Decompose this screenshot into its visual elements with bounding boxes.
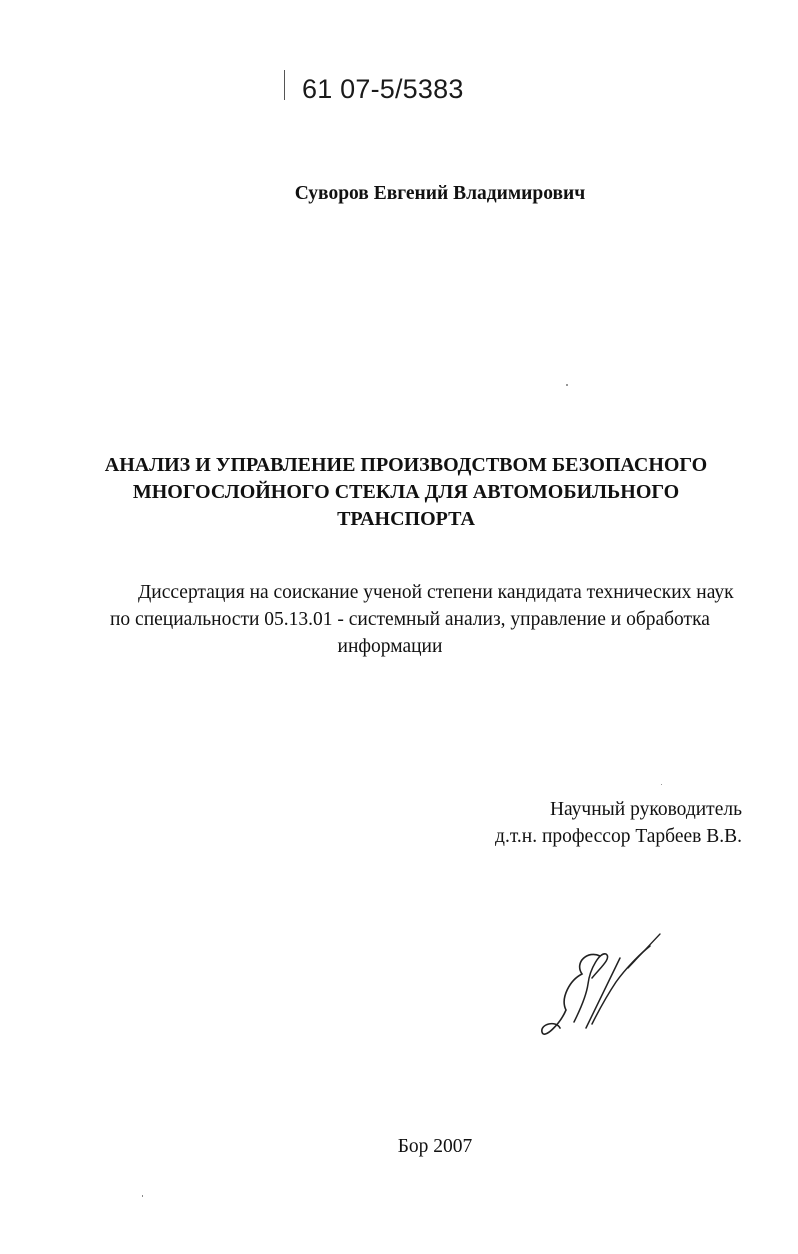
scan-speck — [661, 784, 662, 785]
supervisor-role: Научный руководитель — [549, 799, 742, 820]
dissertation-description — [100, 579, 740, 660]
description-line: Диссертация на соискание ученой степени кандидата технических наук — [138, 582, 734, 603]
dissertation-title — [100, 452, 712, 533]
supervisor-block — [470, 796, 742, 850]
author-name: Суворов Евгений Владимирович — [294, 183, 586, 204]
scan-speck — [566, 384, 568, 386]
city-year: Бор 2007 — [397, 1136, 473, 1157]
title-line: АНАЛИЗ И УПРАВЛЕНИЕ ПРОИЗВОДСТВОМ БЕЗОПАСНОГО — [104, 454, 708, 476]
scan-speck — [142, 1195, 143, 1197]
supervisor-name: д.т.н. профессор Тарбеев В.В. — [495, 826, 742, 847]
description-line: по специальности 05.13.01 - системный анализ, управление и обработка — [110, 609, 710, 630]
description-line: информации — [337, 636, 443, 657]
title-line: МНОГОСЛОЙНОГО СТЕКЛА ДЛЯ АВТОМОБИЛЬНОГО — [132, 481, 680, 503]
stamp-divider — [284, 70, 285, 100]
document-stamp-code: 61 07-5/5383 — [302, 74, 464, 104]
handwritten-signature — [530, 928, 670, 1048]
title-line: ТРАНСПОРТА — [337, 508, 475, 530]
